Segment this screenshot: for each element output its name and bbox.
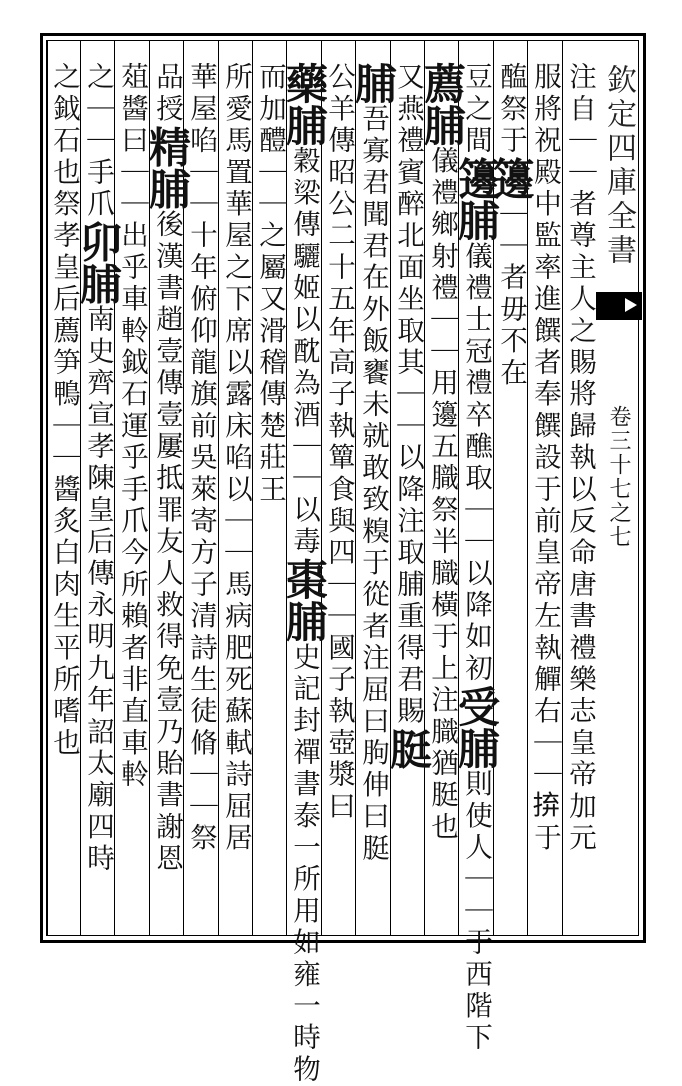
column-text: 儀禮士冠禮卒醮取｜｜以降如初 [460,241,492,685]
entry-heading: 藥脯 [280,62,329,146]
column-text: 葅醬 [116,62,148,126]
entry-heading: 精脯 [143,125,192,210]
chapter-number: 卷三十七之七 [606,405,631,549]
column-text: 華屋啗｜｜十年俯仰龍旗前吳萊寄方子清詩生徒脩｜｜祭 [185,62,217,855]
column-text: 而加醴｜｜之屬又滑稽傳楚莊王 [254,62,286,506]
column-text: 之｜｜手爪 [82,62,114,221]
entry-heading: 籩 [487,157,536,200]
column-text: 醢祭于 [495,62,527,158]
column-text: 則使人｜｜于西階下 [460,768,492,1055]
column-text: 之鉞石也 [48,62,80,189]
column-text: 南史齊宣孝陳皇后傳永明九年詔太廟四時 [82,304,114,876]
column-text: 品授 [151,62,183,126]
column-text: 儀禮鄉射禮｜｜用籩五膱祭半膱橫于上注膱猶脡也 [426,146,458,844]
column-text: 注自｜｜者尊主人之賜將歸執以反命唐書禮樂志皇帝加元 [564,62,596,855]
column-text: 祭孝皇后薦笋鴨｜｜醬炙白肉生平所嗜也 [48,188,80,760]
book-title: 欽定四庫全書 [601,64,636,268]
text-column [42,62,86,932]
entry-heading: 卯脯 [74,220,123,305]
column-text: 穀梁傳驪姬以酖為酒｜｜以毒 [288,146,320,559]
entry-heading: 受脯 [452,684,501,769]
column-text: 所愛馬置華屋之下席以露床啗以｜｜馬病肥死蘇軾詩屈居 [220,62,252,855]
entry-heading: 籩脯 [452,157,501,242]
column-text: ｜｜者毋不在 [495,199,527,390]
column-text: 吾寡君聞君在外飯饔未就敢致糗于從者注屈曰朐伸曰脡 [357,104,389,865]
column-text: 史記封禪書泰一所用如雍一時物 [288,642,320,1086]
entry-heading: 脡 [384,727,433,770]
column-text: 曰｜｜出乎車軨鉞石運乎手爪今所賴者非直車軨 [116,125,148,792]
column-text: 服將祝殿中監率進饌者奉饌設于前皇帝左執觶右｜｜𢬵于 [529,62,561,855]
column-text: 後漢書趙壹傳壹屢抵罪友人救得免壹乃貽書謝恩 [151,209,183,876]
entry-heading: 薦脯 [418,62,467,146]
entry-heading: 脯 [349,62,398,104]
column-text: 公羊傳昭公二十五年高子執簞食與四｜｜國子執壺漿曰 [323,62,355,823]
entry-heading: 棗脯 [280,558,329,643]
column-text: 又燕禮賓醉北面坐取其｜｜以降注取脯重得君賜 [392,62,424,728]
column-text: 豆之間 [460,62,492,158]
